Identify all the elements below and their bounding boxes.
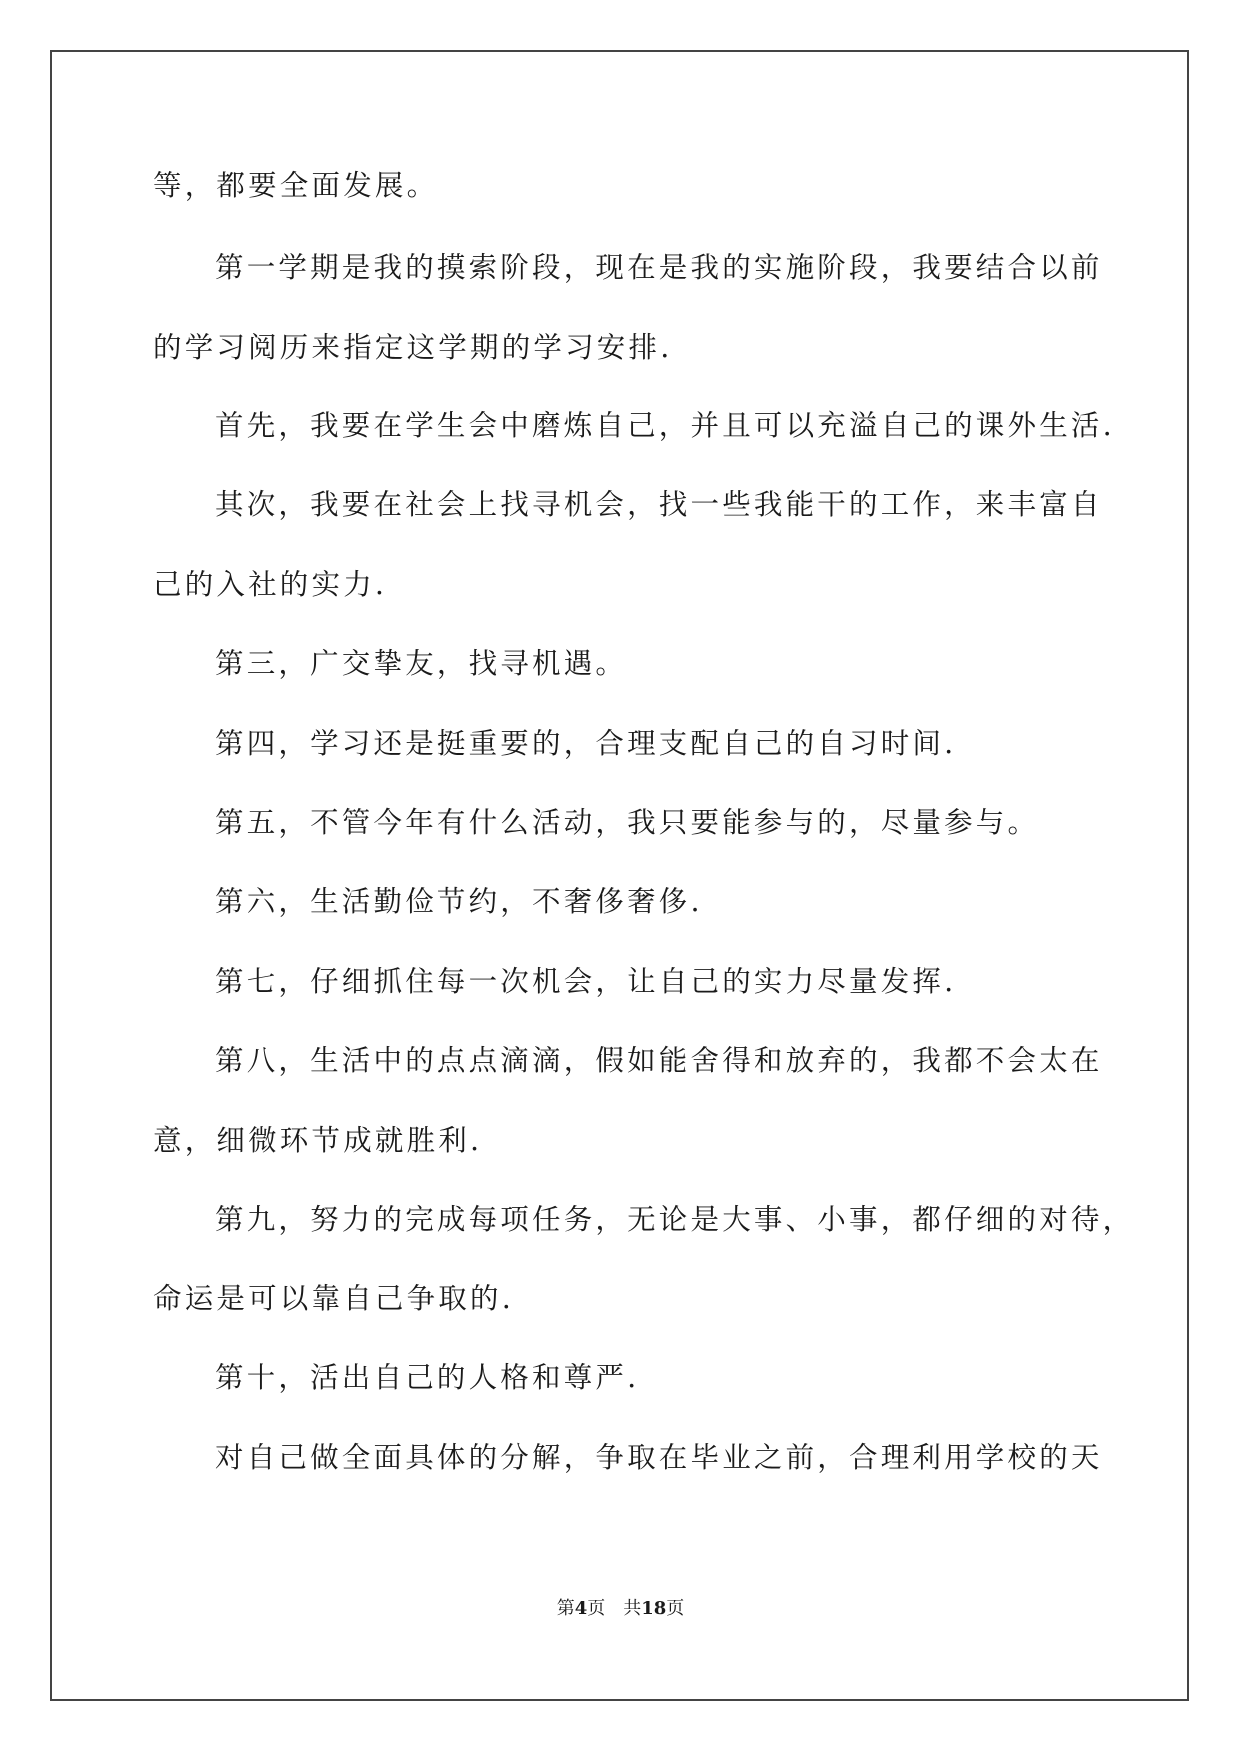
- total-prefix: 共: [623, 1598, 642, 1619]
- paragraph-line: 命运是可以靠自己争取的.: [153, 1282, 514, 1315]
- page-number: 4: [574, 1598, 588, 1619]
- paragraph-line: 其次，我要在社会上找寻机会，找一些我能干的工作，来丰富自: [215, 488, 1103, 521]
- paragraph-line: 第六，生活勤俭节约，不奢侈奢侈.: [215, 885, 703, 918]
- paragraph-line: 第七，仔细抓住每一次机会，让自己的实力尽量发挥.: [215, 965, 957, 998]
- total-pages: 18: [641, 1598, 667, 1619]
- page-suffix: 页: [587, 1598, 606, 1619]
- paragraph-line: 对自己做全面具体的分解，争取在毕业之前，合理利用学校的天: [215, 1441, 1103, 1474]
- paragraph-line: 首先，我要在学生会中磨炼自己，并且可以充溢自己的课外生活.: [215, 409, 1115, 442]
- paragraph-line: 第一学期是我的摸索阶段，现在是我的实施阶段，我要结合以前: [215, 251, 1103, 284]
- paragraph-line: 的学习阅历来指定这学期的学习安排.: [153, 331, 673, 364]
- paragraph-line: 意，细微环节成就胜利.: [153, 1124, 483, 1157]
- paragraph-line: 第十，活出自己的人格和尊严.: [215, 1361, 640, 1394]
- paragraph-line: 第九，努力的完成每项任务，无论是大事、小事，都仔细的对待，: [215, 1203, 1135, 1236]
- paragraph-line: 第四，学习还是挺重要的，合理支配自己的自习时间.: [215, 727, 957, 760]
- paragraph-line: 等，都要全面发展。: [153, 169, 439, 202]
- paragraph-line: 第八，生活中的点点滴滴，假如能舍得和放弃的，我都不会太在: [215, 1044, 1103, 1077]
- page-footer: [0, 1594, 1241, 1620]
- total-suffix: 页: [666, 1598, 685, 1619]
- paragraph-line: 第三，广交挚友，找寻机遇。: [215, 647, 628, 680]
- page-prefix: 第: [556, 1598, 575, 1619]
- paragraph-line: 第五，不管今年有什么活动，我只要能参与的，尽量参与。: [215, 806, 1040, 839]
- paragraph-line: 己的入社的实力.: [153, 568, 388, 601]
